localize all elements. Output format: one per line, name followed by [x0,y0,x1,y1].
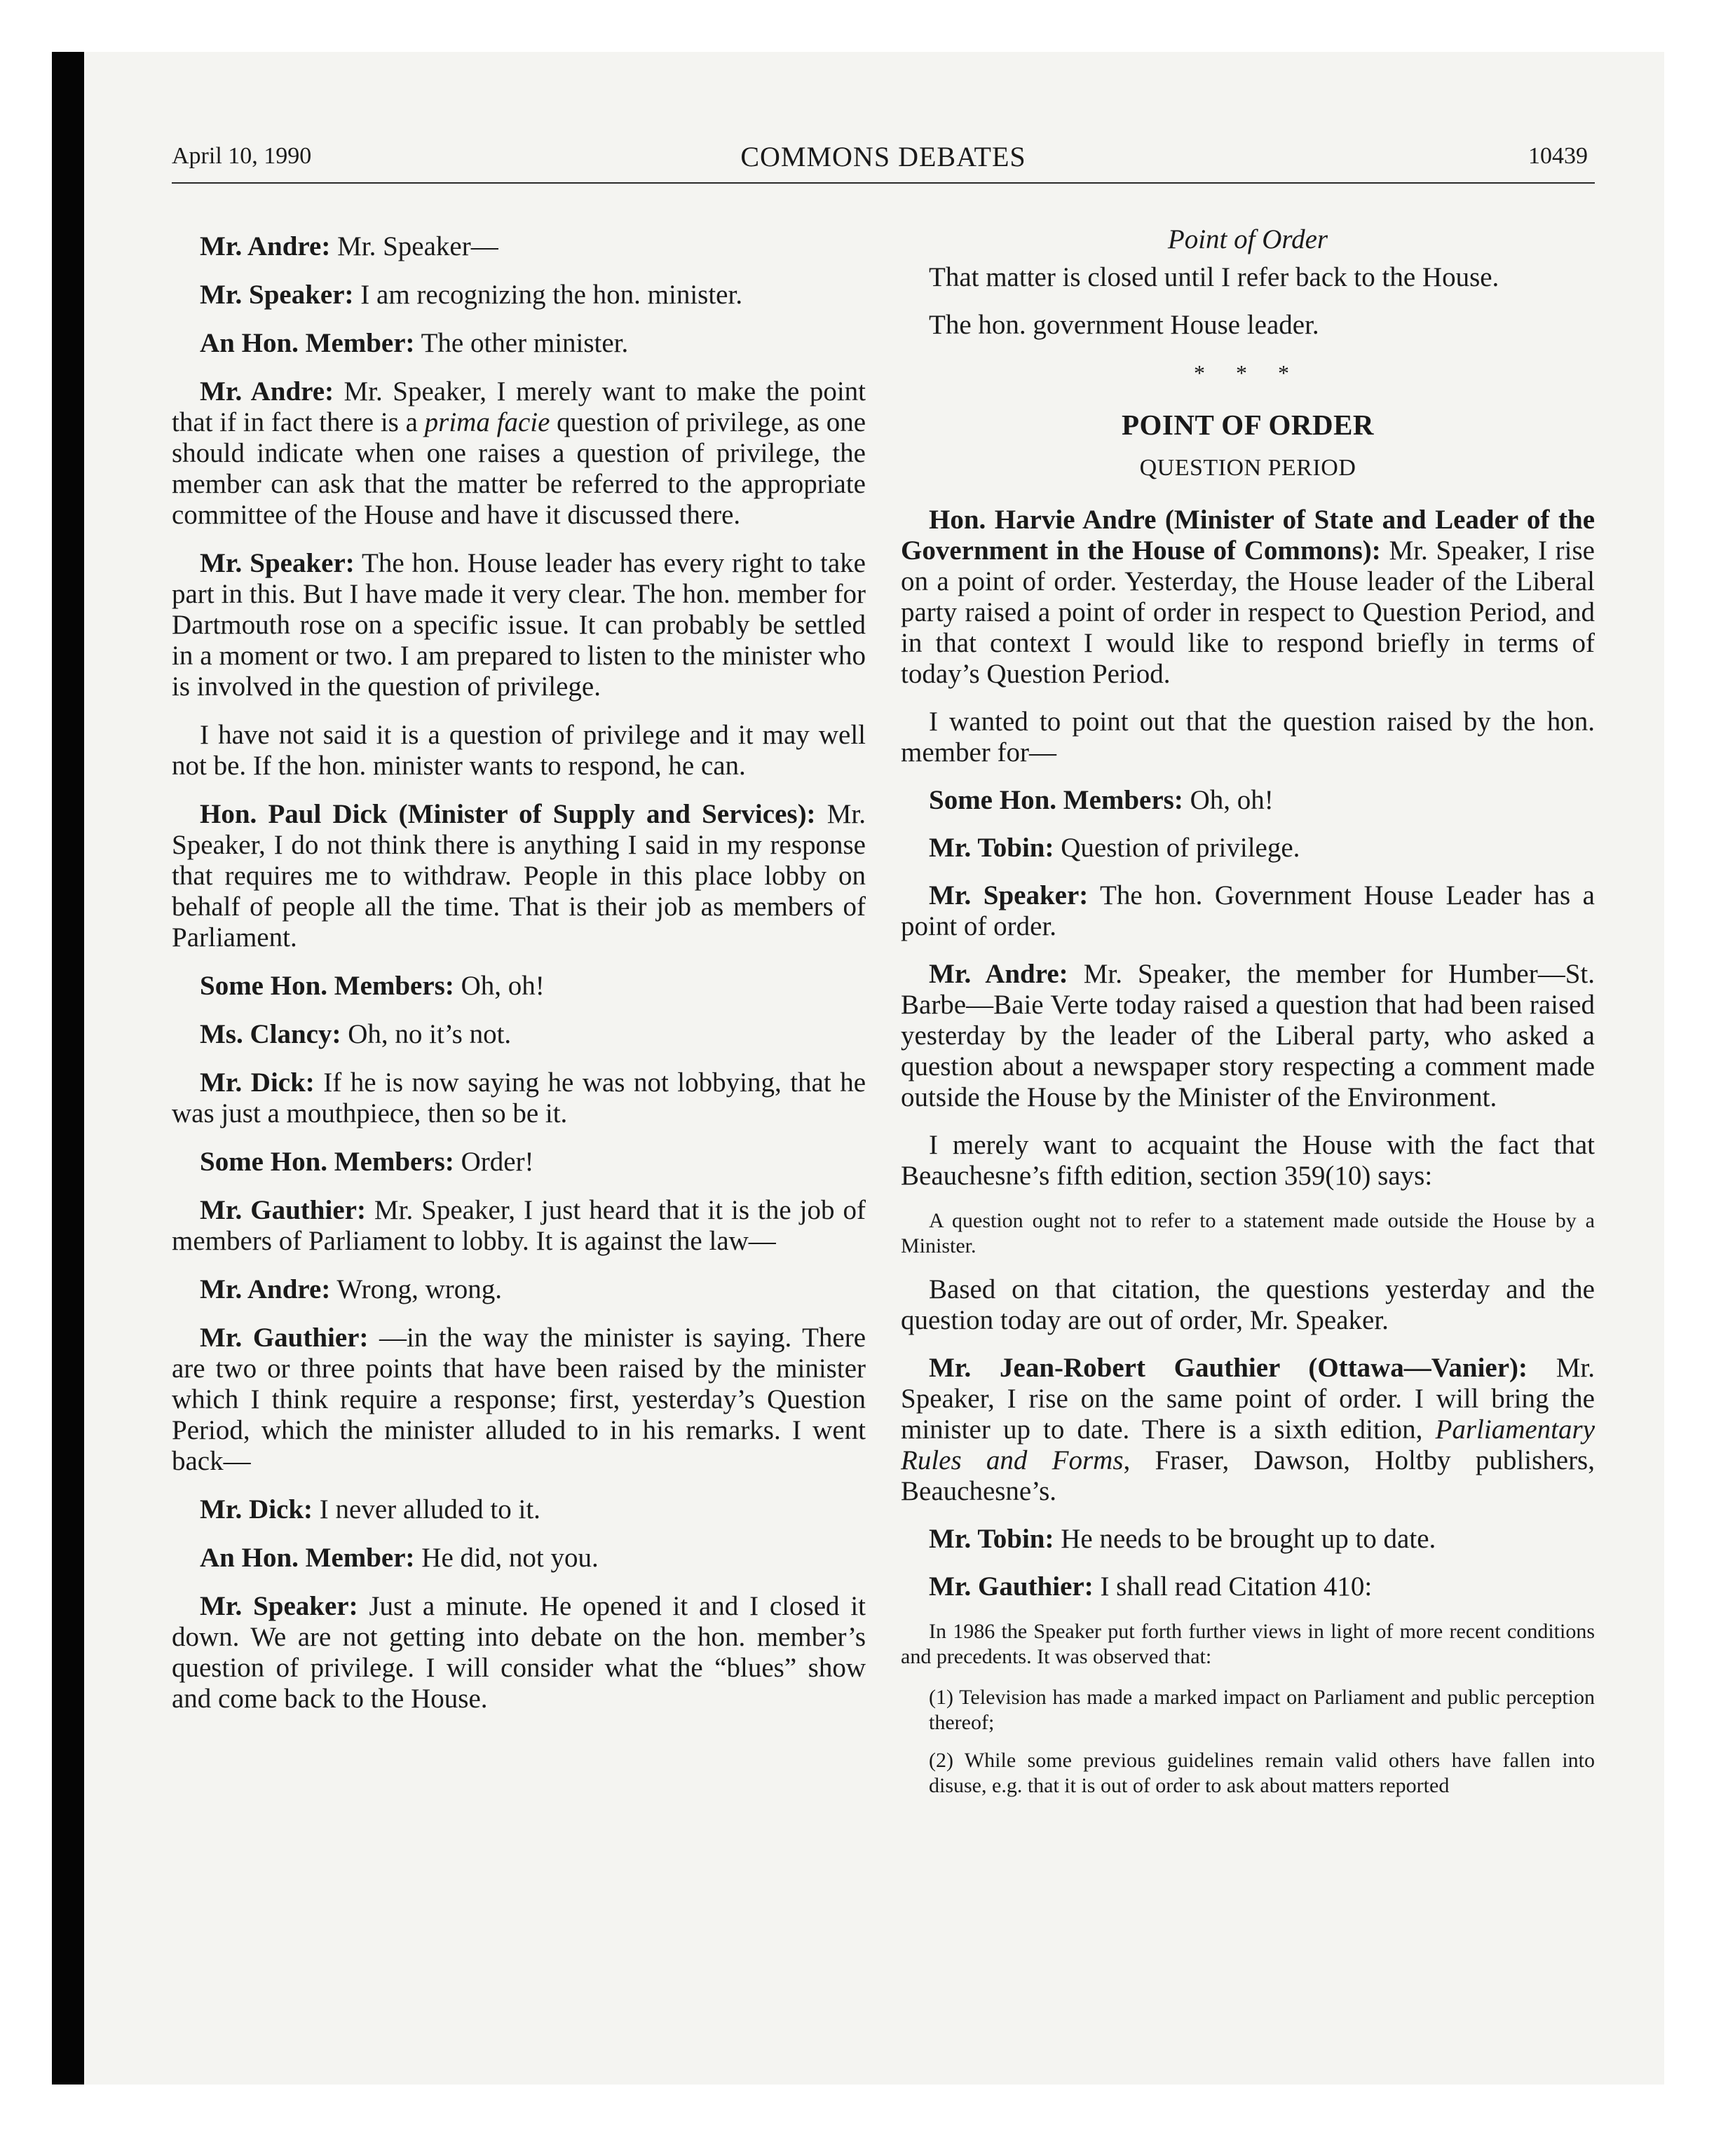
paragraph [172,1494,866,1525]
speech-text: He needs to be brought up to date. [1054,1524,1436,1554]
speech-text: I have not said it is a question of privilege and it may well not be. If the hon. minister wants to respond, he can. [172,720,866,781]
paragraph [172,231,866,262]
speech-text: Mr. Speaker, the member for Humber—St. Barbe—Baie Verte today raised a question that had been raised yesterday by the leader of the Liberal party, who asked a question about a newspaper story respecting a comment made outside the House by the Minister of the Environment. [901,959,1595,1112]
document-page [172,133,1602,1949]
speech-italic: Parliamentary Rules and Forms [901,1414,1595,1475]
speech-text: The hon. government House leader. [929,310,1319,340]
speaker-name: Mr. Andre: [200,1274,331,1304]
paragraph [172,376,866,531]
block-quote: A question ought not to refer to a statement made outside the House by a Minister. [901,1209,1595,1257]
paragraph [901,707,1595,768]
header-page-number: 10439 [1528,143,1588,169]
paragraph [172,1195,866,1257]
paragraph [172,1591,866,1714]
paragraph [172,1067,866,1129]
speech-text: That matter is closed until I refer back to the House. [929,262,1499,292]
speaker-name: Hon. Harvie Andre (Minister of State and Leader of the Government in the House of Commons): [901,505,1595,566]
speaker-name: Mr. Speaker: [200,1591,358,1621]
speech-text: Oh, oh! [454,971,545,1001]
speaker-name: Some Hon. Members: [200,1147,454,1177]
speech-text: Mr. Speaker, I do not think there is anything I said in my response that requires me to withdraw. People in this place lobby on behalf of people all the time. That is their job as members of Parliament. [172,799,866,953]
paragraph [901,1274,1595,1336]
paragraph [901,959,1595,1113]
speech-text: I am recognizing the hon. minister. [353,280,743,310]
speech-italic: prima facie [424,407,550,437]
speaker-name: Hon. Paul Dick (Minister of Supply and Services): [200,799,816,829]
speaker-name: Mr. Andre: [929,959,1068,989]
paragraph [172,1147,866,1178]
speaker-name: Mr. Speaker: [929,880,1089,910]
speech-text: Question of privilege. [1054,833,1300,863]
speaker-name: Mr. Tobin: [929,833,1054,863]
speaker-name: An Hon. Member: [200,328,415,358]
speaker-name: Mr. Jean-Robert Gauthier (Ottawa—Vanier): [929,1353,1528,1383]
speaker-name: Mr. Gauthier: [200,1323,369,1353]
paragraph [172,548,866,702]
speech-text: I merely want to acquaint the House with the fact that Beauchesne’s fifth edition, section 359(10) says: [901,1130,1595,1191]
speech-text: Oh, oh! [1183,785,1274,815]
speech-text: Mr. Speaker, I just heard that it is the job of members of Parliament to lobby. It is against the law— [172,1195,866,1256]
speech-text: Based on that citation, the questions yesterday and the question today are out of order, Mr. Speaker. [901,1274,1595,1335]
speaker-name: Mr. Andre: [200,231,331,261]
paragraph [901,1571,1595,1602]
section-separator: * * * [1194,360,1302,386]
paragraph [172,1543,866,1574]
paragraph [901,785,1595,816]
paragraph [901,310,1595,341]
paragraph [172,1323,866,1477]
speech-text: He did, not you. [414,1543,599,1573]
paragraph [901,880,1595,942]
paragraph [172,971,866,1002]
speaker-name: Mr. Gauthier: [929,1571,1094,1602]
paragraph [172,799,866,953]
speaker-name: Mr. Dick: [200,1494,313,1524]
paragraph [901,1130,1595,1192]
speaker-name: Mr. Gauthier: [200,1195,366,1225]
speaker-name: Mr. Andre: [200,376,334,407]
speaker-name: Mr. Speaker: [200,548,355,578]
block-quote: In 1986 the Speaker put forth further views in light of more recent conditions and precedents. It was observed that: [901,1620,1595,1668]
speech-text: —in the way the minister is saying. There are two or three points that have been raised by the minister which I think require a response; first, yesterday’s Question Period, which the minister alluded to in his remarks. I went back— [172,1323,866,1476]
speaker-name: Mr. Speaker: [200,280,354,310]
speech-text: If he is now saying he was not lobbying, that he was just a mouthpiece, then so be it. [172,1067,866,1128]
speaker-name: An Hon. Member: [200,1543,415,1573]
paragraph [901,505,1595,690]
paragraph [901,1353,1595,1507]
running-head: Point of Order [1167,224,1328,254]
block-quote-item: (1) Television has made a marked impact on Parliament and public perception thereof; [929,1686,1595,1734]
speaker-name: Some Hon. Members: [200,971,454,1001]
speech-text: Oh, no it’s not. [341,1019,512,1049]
header-date: April 10, 1990 [172,143,312,169]
paragraph [901,262,1595,293]
paragraph [901,1524,1595,1555]
speech-text: Mr. Speaker— [330,231,498,261]
header-title: COMMONS DEBATES [740,141,1026,172]
speech-text: Order! [454,1147,534,1177]
paragraph [172,720,866,782]
speech-text: Mr. Speaker, I merely want to make the point that if in fact there is a [172,376,866,437]
block-quote-item: (2) While some previous guidelines remain valid others have fallen into disuse, e.g. that it is out of order to ask about matters reported [929,1749,1595,1797]
speech-text: I shall read Citation 410: [1093,1571,1373,1602]
speech-text: Just a minute. He opened it and I closed it down. We are not getting into debate on the hon. member’s question of privilege. I will consider what the “blues” show and come back to the House. [172,1591,866,1714]
speech-text: question of privilege, as one should indicate when one raises a question of privilege, the member can ask that the matter be referred to the appropriate committee of the House and have it discussed there. [172,407,866,530]
speech-text: The other minister. [414,328,629,358]
speech-text: , Fraser, Dawson, Holtby publishers, Beauchesne’s. [901,1445,1595,1506]
section-title: POINT OF ORDER [1121,409,1375,441]
speech-text: Wrong, wrong. [330,1274,503,1304]
speaker-name: Mr. Tobin: [929,1524,1054,1554]
speech-text: I never alluded to it. [313,1494,540,1524]
right-column [901,224,1595,1811]
paragraph [172,1019,866,1050]
page-header [172,133,1595,184]
speech-text: The hon. House leader has every right to take part in this. But I have made it very clear. The hon. member for Dartmouth rose on a specific issue. It can probably be settled in a moment or two. I am prepared to listen to the minister who is involved in the question of privilege. [172,548,866,702]
speech-text: Mr. Speaker, I rise on a point of order. Yesterday, the House leader of the Liberal party raised a point of order in respect to Question Period, and in that context I would like to respond briefly in terms of today’s Question Period. [901,535,1595,689]
speaker-name: Mr. Dick: [200,1067,315,1098]
left-column [172,231,866,1732]
speaker-name: Ms. Clancy: [200,1019,341,1049]
speech-text: Mr. Speaker, I rise on the same point of order. I will bring the minister up to date. There is a sixth edition, [901,1353,1595,1445]
section-subtitle: QUESTION PERIOD [1139,455,1356,481]
paragraph [172,280,866,311]
binding-edge [52,52,84,2085]
paragraph [172,1274,866,1305]
speech-text: The hon. Government House Leader has a point of order. [901,880,1595,941]
speaker-name: Some Hon. Members: [929,785,1183,815]
speech-text: I wanted to point out that the question raised by the hon. member for— [901,707,1595,767]
paragraph [901,833,1595,864]
paragraph [172,328,866,359]
